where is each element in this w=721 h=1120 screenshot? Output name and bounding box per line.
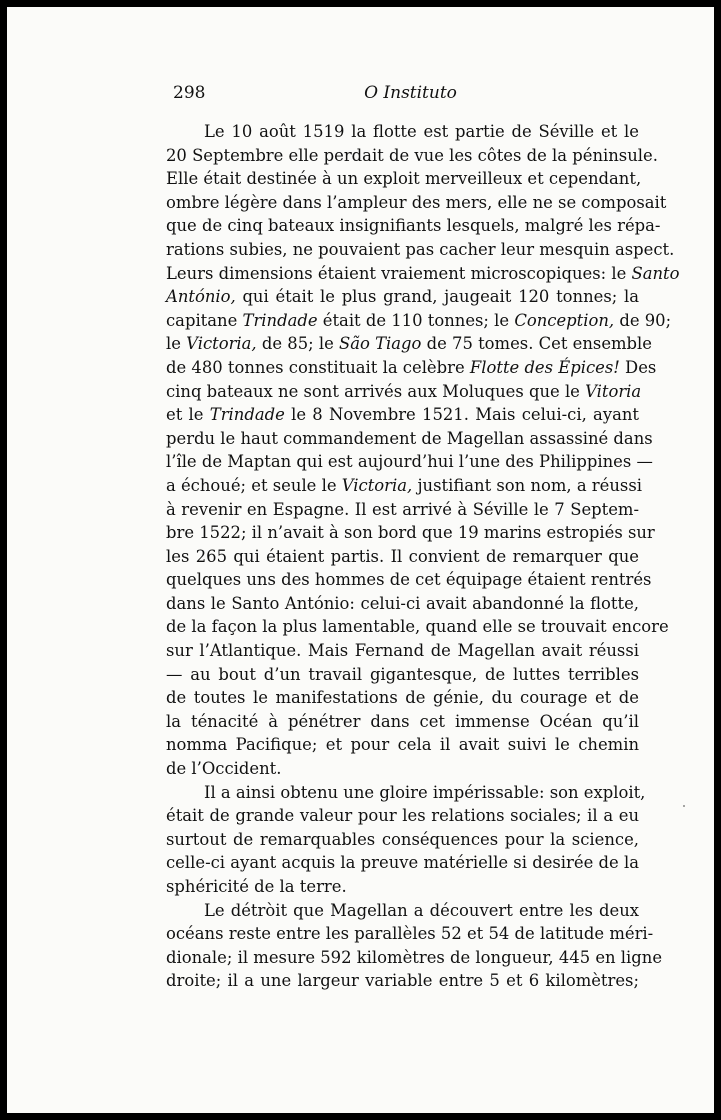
text-line: la ténacité à pénétrer dans cet immense Océan qu’il	[166, 711, 639, 731]
ship-name: Victoria,	[186, 334, 257, 354]
text-line: 20 Septembre elle perdait de vue les côtes de la péninsule.	[166, 145, 658, 165]
text-line: les 265 qui étaient partis. Il convient de remarquer que	[166, 546, 639, 566]
text-line	[166, 309, 672, 333]
text-line	[166, 380, 642, 404]
text-run: de 90;	[614, 310, 672, 330]
fleet-name: Flotte des Épices!	[469, 357, 620, 377]
text-run: était de 110 tonnes; le	[317, 310, 515, 330]
text-run: le 8 Novembre 1521. Mais celui-ci, ayant	[284, 405, 639, 425]
ship-name: Conception,	[514, 310, 615, 330]
text-line: Elle était destinée à un exploit merveilleux et cependant,	[166, 169, 642, 189]
page-header	[173, 83, 648, 107]
text-line: Le détròit que Magellan a découvert entre les deux	[204, 900, 639, 920]
text-line: celle-ci ayant acquis la preuve matérielle si desirée de la	[166, 853, 639, 873]
text-line	[166, 332, 652, 356]
ship-name: Santo	[631, 263, 680, 283]
text-run: Leurs dimensions étaient vraiement microscopiques: le	[166, 263, 632, 283]
ship-name: António,	[166, 287, 236, 307]
body-text	[166, 120, 680, 993]
text-line: — au bout d’un travail gigantesque, de luttes terribles	[166, 664, 639, 684]
text-line: dans le Santo António: celui-ci avait abandonné la flotte,	[166, 593, 639, 613]
text-line: l’île de Maptan qui est aujourd’hui l’une des Philippines —	[166, 452, 653, 472]
text-line: sphéricité de la terre.	[166, 877, 347, 896]
text-run: et le	[166, 405, 210, 425]
page-number: 298	[173, 83, 206, 103]
text-run: de 480 tonnes constituait la celèbre	[166, 357, 470, 377]
text-line: Il a ainsi obtenu une gloire impérissable: son exploit,	[204, 782, 646, 802]
text-line: sur l’Atlantique. Mais Fernand de Magellan avait réussi	[166, 641, 639, 661]
text-line	[166, 474, 642, 498]
ship-name: Vitoria	[585, 381, 642, 401]
ship-name: Trindade	[209, 405, 285, 425]
text-line: perdu le haut commandement de Magellan assassiné dans	[166, 428, 653, 448]
text-run: justifiant son nom, a réussi	[412, 475, 642, 495]
text-line: était de grande valeur pour les relations sociales; il a eu	[166, 806, 639, 826]
running-title: O Instituto	[364, 83, 457, 103]
text-line: quelques uns des hommes de cet équipage étaient rentrés	[166, 570, 652, 590]
text-line: de la façon la plus lamentable, quand elle se trouvait encore	[166, 617, 669, 637]
text-line: bre 1522; il n’avait à son bord que 19 marins estropiés sur	[166, 523, 655, 543]
text-line	[166, 356, 657, 380]
text-line: droite; il a une largeur variable entre 5 et 6 kilomètres;	[166, 971, 639, 991]
text-line: surtout de remarquables conséquences pour la science,	[166, 829, 639, 849]
text-run: capitane	[166, 310, 243, 330]
text-line: de l’Occident.	[166, 759, 282, 779]
text-run: Des	[619, 357, 657, 377]
scan-speck	[683, 805, 685, 807]
text-run: de 75 tomes. Cet ensemble	[421, 334, 652, 354]
text-line	[166, 262, 680, 286]
ship-name: Trindade	[242, 310, 318, 330]
text-line: à revenir en Espagne. Il est arrivé à Séville le 7 Septem-	[166, 499, 639, 519]
text-line	[166, 285, 639, 309]
ship-name: Victoria,	[341, 475, 413, 495]
text-line: rations subies, ne pouvaient pas cacher leur mesquin aspect.	[166, 239, 675, 259]
text-run: a échoué; et seule le	[166, 475, 342, 495]
text-run: qui était le plus grand, jaugeait 120 tonnes; la	[235, 287, 639, 307]
text-run: le	[166, 334, 187, 354]
text-run: de 85; le	[256, 334, 340, 354]
text-line: Le 10 août 1519 la flotte est partie de Séville et le	[204, 122, 639, 141]
text-line: dionale; il mesure 592 kilomètres de longueur, 445 en ligne	[166, 947, 663, 967]
ship-name: São Tiago	[339, 334, 422, 354]
text-line: de toutes le manifestations de génie, du courage et de	[166, 688, 639, 708]
text-line: océans reste entre les parallèles 52 et 54 de latitude méri-	[166, 924, 654, 944]
text-line: nomma Pacifique; et pour cela il avait suivi le chemin	[166, 735, 639, 755]
text-line	[166, 403, 639, 427]
text-run: cinq bateaux ne sont arrivés aux Moluques que le	[166, 381, 586, 401]
text-line: ombre légère dans l’ampleur des mers, elle ne se composait	[166, 192, 667, 212]
text-line: que de cinq bateaux insignifiants lesquels, malgré les répa-	[166, 216, 661, 236]
